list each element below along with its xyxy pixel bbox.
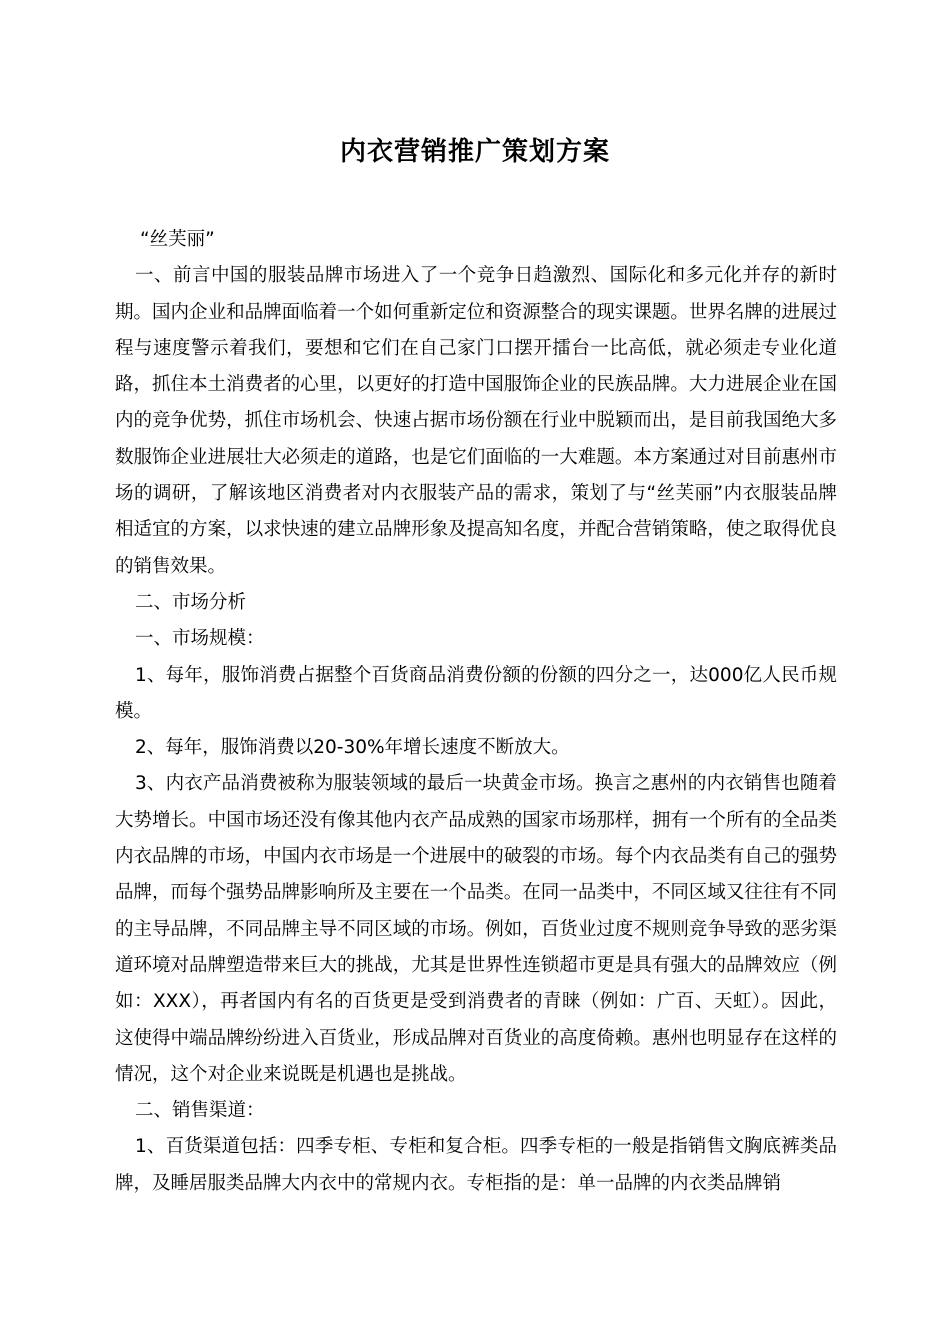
list-item-paragraph: 1、百货渠道包括：四季专柜、专柜和复合柜。四季专柜的一般是指销售文胸底裤类品牌，及睡居服类品牌大内衣中的常规内衣。专柜指的是：单一品牌的内衣类品牌销 [115, 1136, 837, 1194]
brand-name-paragraph: “丝芙丽” [140, 229, 215, 250]
subsection-heading-sales-channels: 二、销售渠道： [135, 1100, 265, 1122]
document-body [115, 222, 837, 1202]
list-item-paragraph: 2、每年，服饰消费以20-30%年增长速度不断放大。 [135, 737, 570, 759]
section-heading-market-analysis: 二、市场分析 [135, 591, 247, 613]
list-item-paragraph: 1、每年，服饰消费占据整个百货商品消费份额的份额的四分之一，达000亿人民币规模。 [115, 664, 837, 722]
document-title: 内衣营销推广策划方案 [339, 137, 610, 167]
subsection-heading-market-scale: 一、市场规模： [135, 628, 265, 650]
list-item-paragraph: 3、内衣产品消费被称为服装领域的最后一块黄金市场。换言之惠州的内衣销售也随着大势增长。中国市场还没有像其他内衣产品成熟的国家市场那样，拥有一个所有的全品类内衣品牌的市场，中国内衣市场是一个进展中的破裂的市场。每个内衣品类有自己的强势品牌，而每个强势品牌影响所及主要在一个品类。在同一品类中，不同区域又往往有不同的主导品牌，不同品牌主导不同区域的市场。例如，百货业过度不规则竞争导致的恶劣渠道环境对品牌塑造带来巨大的挑战，尤其是世界性连锁超市更是具有强大的品牌效应（例如：XXX），再者国内有名的百货更是受到消费者的青睐（例如：广百、天虹）。因此，这使得中端品牌纷纷进入百货业，形成品牌对百货业的高度倚赖。惠州也明显存在这样的情况，这个对企业来说既是机遇也是挑战。 [115, 773, 837, 1085]
preface-paragraph: 一、前言中国的服装品牌市场进入了一个竞争日趋激烈、国际化和多元化并存的新时期。国内企业和品牌面临着一个如何重新定位和资源整合的现实课题。世界名牌的进展过程与速度警示着我们，要想和它们在自己家门口摆开擂台一比高低，就必须走专业化道路，抓住本土消费者的心里，以更好的打造中国服饰企业的民族品牌。大力进展企业在国内的竞争优势，抓住市场机会、快速占据市场份额在行业中脱颖而出，是目前我国绝大多数服饰企业进展壮大必须走的道路，也是它们面临的一大难题。本方案通过对目前惠州市场的调研，了解该地区消费者对内衣服装产品的需求，策划了与“丝芙丽”内衣服装品牌相适宜的方案，以求快速的建立品牌形象及提高知名度，并配合营销策略，使之取得优良的销售效果。 [115, 265, 837, 577]
